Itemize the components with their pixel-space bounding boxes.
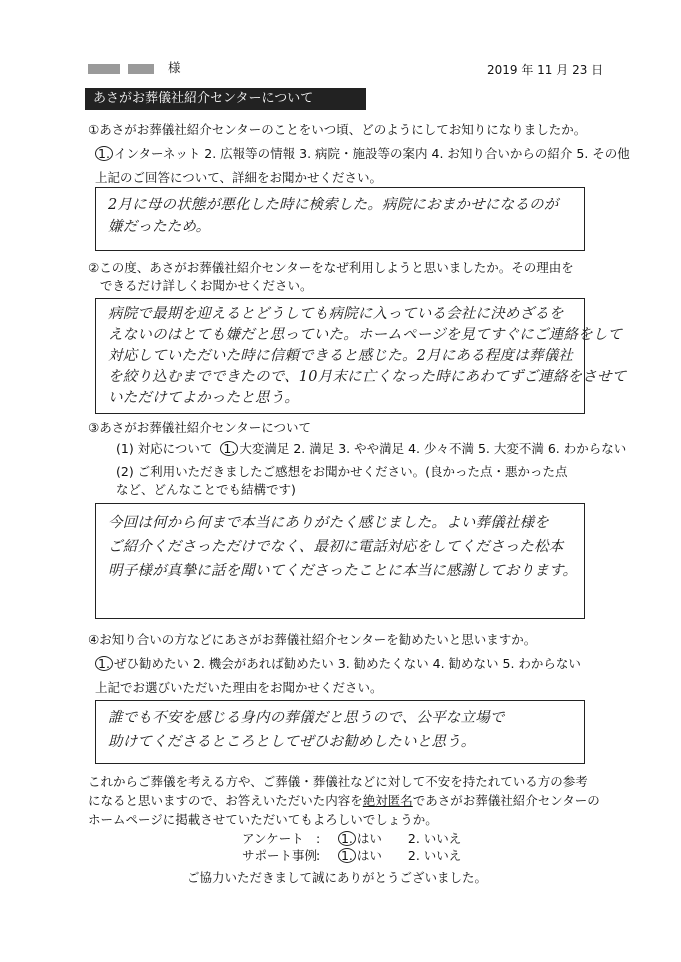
q2-question-line: できるだけ詳しくお聞かせください。 [100,278,313,293]
q4-answer-line: 誰でも不安を感じる身内の葬儀だと思うので、公平な立場で [108,710,505,726]
q2-answer-line: 対応していただいた時に信頼できると感じた。2月にある程度は葬儀社 [108,348,574,364]
q2-answer-box [95,298,627,414]
survey-label: アンケート [242,831,304,846]
closing-text: であさがお葬儀社紹介センターの [412,793,600,808]
q1-question: ①あさがお葬儀社紹介センターのことをいつ頃、どのようにしてお知りになりましたか。 [88,122,587,137]
q4-question: ④お知り合いの方などにあさがお葬儀社紹介センターを勧めたいと思いますか。 [88,632,537,647]
q1-options [95,146,630,162]
q3-sub1-label: (1) 対応について [116,441,213,456]
closing-line: これからご葬儀を考える方や、ご葬儀・葬儀社などに対して不安を持たれている方の参考 [88,774,588,789]
q4-answer-line: 助けてくださるところとしてぜひお勧めしたいと思う。 [108,734,476,750]
q4-detail-prompt: 上記でお選びいただいた理由をお聞かせください。 [95,680,383,695]
q3-question: ③あさがお葬儀社紹介センターについて [88,420,311,435]
q4-selected-option: 1. [95,656,113,671]
q3-sub1-options: 大変満足 2. 満足 3. やや満足 4. 少々不満 5. 大変不満 6. わからない [239,441,627,456]
support-colon: : [315,848,321,863]
support-selected-yes: 1. [338,848,356,863]
name-suffix: 様 [167,60,181,75]
redacted-name-block [88,64,120,74]
q1-answer-line: 2月に母の状態が悪化した時に検索した。病院におまかせになるのが [108,197,559,213]
anonymous-emphasis: 絶対匿名 [362,793,413,808]
q3-answer-line: ご紹介くださっただけでなく、最初に電話対応をしてくださった松本 [108,539,564,555]
q1-answer-box [95,187,585,251]
q2-answer-line: いただけてよかったと思う。 [108,390,300,406]
thanks-message: ご協力いただきまして誠にありがとうございました。 [187,870,488,885]
survey-colon: : [315,831,321,846]
q2-answer-line: を絞り込むまでできたので、10月末に亡くなった時にあわてずご連絡をさせて [108,369,627,385]
support-yes: はい [356,848,382,863]
closing-line [88,793,600,809]
q1-selected-option: 1. [95,146,113,161]
q3-sub2-line: (2) ご利用いただきましたご感想をお聞かせください。(良かった点・悪かった点 [116,464,568,479]
q3-answer-line: 明子様が真摯に話を聞いてくださったことに本当に感謝しております。 [108,563,578,579]
support-no: 2. いいえ [407,848,462,863]
survey-consent-row [242,831,461,847]
support-label: サポート事例 [242,848,318,863]
closing-text: になると思いますので、お答えいただいた内容を [88,793,363,808]
survey-selected-yes: 1. [338,831,356,846]
q3-answer-box [95,503,585,619]
q3-answer-line: 今回は何から何まで本当にありがたく感じました。よい葬儀社様を [108,515,549,531]
q2-question-line: ②この度、あさがお葬儀社紹介センターをなぜ利用しようと思いましたか。その理由を [88,260,574,275]
q4-options [95,656,581,672]
q1-answer-line: 嫌だったため。 [108,219,211,235]
q1-options-text: インターネット 2. 広報等の情報 3. 病院・施設等の案内 4. お知り合いからの紹介 5. その他 [113,146,630,161]
document-date: 2019 年 11 月 23 日 [487,63,604,77]
customer-name [88,60,180,76]
q2-answer-line: えないのはとても嫌だと思っていた。ホームページを見てすぐにご連絡をして [108,327,623,343]
q3-selected-option: 1. [220,441,238,456]
q2-answer-line: 病院で最期を迎えるとどうしても病院に入っている会社に決めざるを [108,306,564,322]
q3-sub1 [116,441,626,457]
closing-line: ホームページに掲載させていただいてもよろしいでしょうか。 [88,812,438,827]
q1-detail-prompt: 上記のご回答について、詳細をお聞かせください。 [95,170,383,185]
redacted-name-block [128,64,154,74]
support-consent-row [242,848,461,864]
survey-yes: はい [356,831,382,846]
q4-options-text: ぜひ勧めたい 2. 機会があれば勧めたい 3. 勧めたくない 4. 勧めない 5. わからない [113,656,581,671]
q4-answer-box [95,700,585,764]
q3-sub2-line: など、どんなことでも結構です) [116,482,296,497]
survey-no: 2. いいえ [407,831,462,846]
page-title: あさがお葬儀社紹介センターについて [85,88,366,110]
